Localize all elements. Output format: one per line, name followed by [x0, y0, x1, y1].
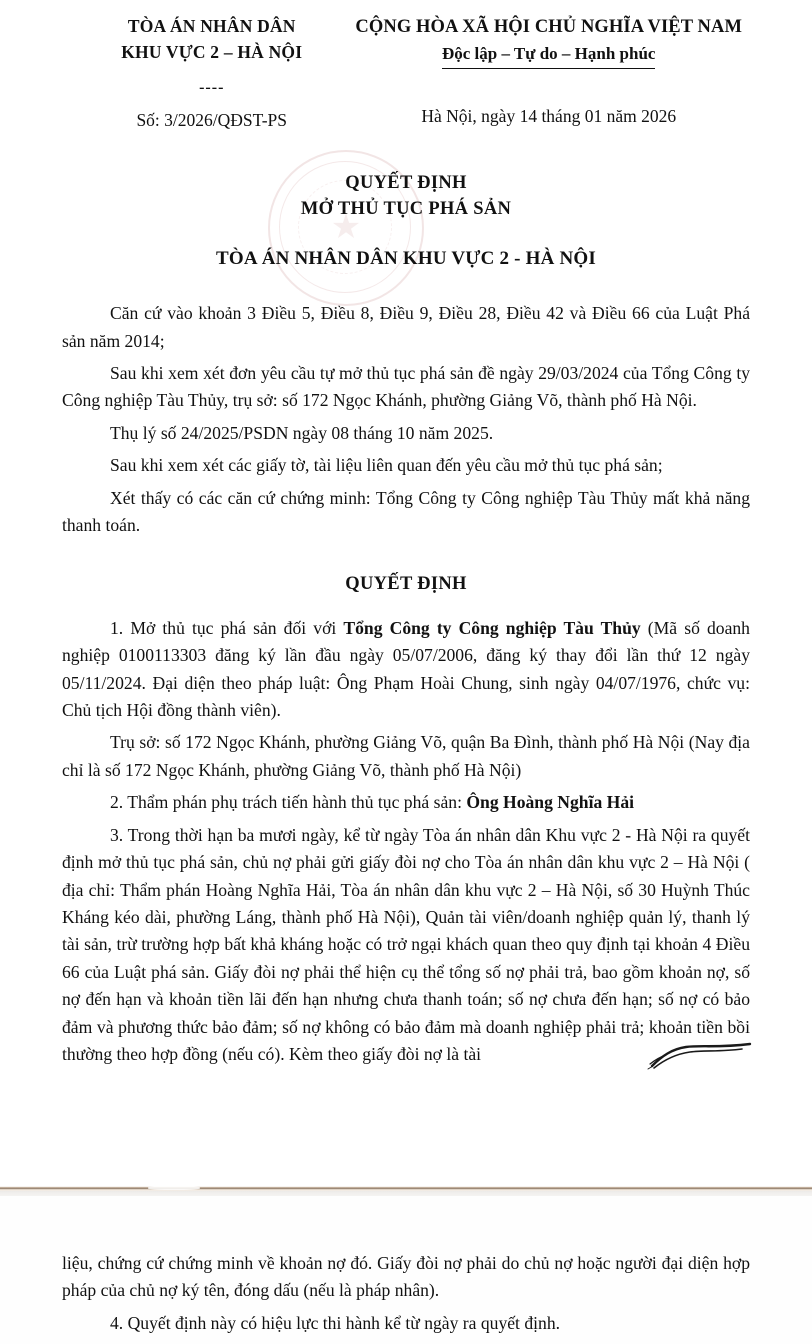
resolution-item-3: 3. Trong thời hạn ba mươi ngày, kể từ ngày Tòa án nhân dân Khu vực 2 - Hà Nội ra quyết định mở thủ tục phá sản, chủ nợ phải gửi giấy đòi nợ cho Tòa án nhân dân khu vực 2 – Hà Nội ( địa chỉ: Thẩm phán Hoàng Nghĩa Hải, Tòa án nhân dân khu vực 2 – Hà Nội, số 30 Huỳnh Thúc Kháng kéo dài, phường Láng, thành phố Hà Nội), Quản tài viên/doanh nghiệp quản lý, thanh lý tài sản, trừ trường hợp bất khả kháng hoặc có trở ngại khách quan theo quy định tại khoản 4 Điều 66 của Luật phá sản. Giấy đòi nợ phải thể hiện cụ thể tổng số nợ phải trả, bao gồm khoản nợ, số nợ đến hạn và khoản tiền lãi đến hạn nhưng chưa thanh toán; số nợ chưa đến hạn; số nợ có bảo đảm và phương thức bảo đảm; số nợ không có bảo đảm mà doanh nghiệp phải trả; khoản tiền bồi thường theo hợp đồng (nếu có). Kèm theo giấy đòi nợ là tài — [62, 824, 750, 1065]
resolution-item-1 — [62, 615, 750, 725]
decision-title-subject: MỞ THỦ TỤC PHÁ SẢN — [300, 199, 512, 220]
organization-name-line-2: KHU VỰC 2 – HÀ NỘI — [121, 41, 303, 62]
header-national-block — [347, 14, 750, 128]
document-header — [62, 14, 750, 132]
resolution-item-1-suffix: (Mã số doanh nghiệp 0100113303 đăng ký lần đầu ngày 05/07/2006, đăng ký thay đổi lần thứ 12 ngày 05/11/2024. Đại diện theo pháp luật: Ông Phạm Hoài Chung, sinh ngày 04/07/1976, chức vụ: Chủ tịch Hội đồng thành viên). — [62, 617, 750, 720]
national-motto: Độc lập – Tự do – Hạnh phúc — [442, 41, 655, 69]
resolution-items-section — [62, 615, 750, 1069]
resolution-heading: QUYẾT ĐỊNH — [345, 573, 467, 594]
assigned-judge-name: Ông Hoàng Nghĩa Hải — [466, 792, 635, 813]
resolution-item-2-prefix: 2. Thẩm phán phụ trách tiến hành thủ tục phá sản: — [110, 792, 467, 813]
debtor-company-name: Tổng Công ty Công nghiệp Tàu Thủy — [343, 617, 641, 638]
preamble-paragraph-1: Căn cứ vào khoản 3 Điều 5, Điều 8, Điều 9, Điều 28, Điều 42 và Điều 66 của Luật Phá sản năm 2014; — [62, 303, 750, 351]
header-issuing-authority-block — [62, 14, 347, 132]
preamble-paragraph-2: Sau khi xem xét đơn yêu cầu tự mở thủ tục phá sản đề ngày 29/03/2024 của Tổng Công ty Công nghiệp Tàu Thủy, trụ sở: số 172 Ngọc Khánh, phường Giảng Võ, thành phố Hà Nội. — [62, 363, 750, 411]
resolution-item-4: 4. Quyết định này có hiệu lực thi hành kể từ ngày ra quyết định. — [110, 1312, 561, 1333]
preamble-paragraph-4: Sau khi xem xét các giấy tờ, tài liệu liên quan đến yêu cầu mở thủ tục phá sản; — [110, 455, 663, 476]
preamble-section — [62, 300, 750, 540]
resolution-item-1-prefix: 1. Mở thủ tục phá sản đối với — [110, 617, 344, 638]
organization-name-line-1: TÒA ÁN NHÂN DÂN — [127, 16, 296, 36]
preamble-paragraph-5: Xét thấy có các căn cứ chứng minh: Tổng Công ty Công nghiệp Tàu Thủy mất khả năng thanh toán. — [62, 487, 750, 536]
seal-star-icon: ★ — [330, 209, 362, 246]
document-title-block — [62, 170, 750, 271]
resolution-item-1-address: Trụ sở: số 172 Ngọc Khánh, phường Giảng Võ, quận Ba Đình, thành phố Hà Nội (Nay địa chỉ là số 172 Ngọc Khánh, phường Giảng Võ, thành phố Hà Nội) — [62, 732, 750, 780]
document-page-2 — [0, 1196, 812, 1344]
decision-title-word: QUYẾT ĐỊNH — [345, 172, 467, 193]
resolution-item-2 — [62, 789, 750, 816]
place-and-date: Hà Nội, ngày 14 tháng 01 năm 2026 — [421, 105, 677, 126]
preamble-paragraph-3: Thụ lý số 24/2025/PSDN ngày 08 tháng 10 năm 2025. — [110, 422, 494, 443]
issuing-court-title: TÒA ÁN NHÂN DÂN KHU VỰC 2 - HÀ NỘI — [216, 248, 596, 270]
resolution-item-3-continued: liệu, chứng cứ chứng minh về khoản nợ đó. Giấy đòi nợ phải do chủ nợ hoặc người đại diện hợp pháp của chủ nợ ký tên, đóng dấu (nếu là pháp nhân). — [62, 1253, 750, 1301]
document-number: Số: 3/2026/QĐST-PS — [136, 109, 288, 130]
national-title: CỘNG HÒA XÃ HỘI CHỦ NGHĨA VIỆT NAM — [355, 17, 743, 37]
header-divider: ---- — [199, 78, 225, 96]
